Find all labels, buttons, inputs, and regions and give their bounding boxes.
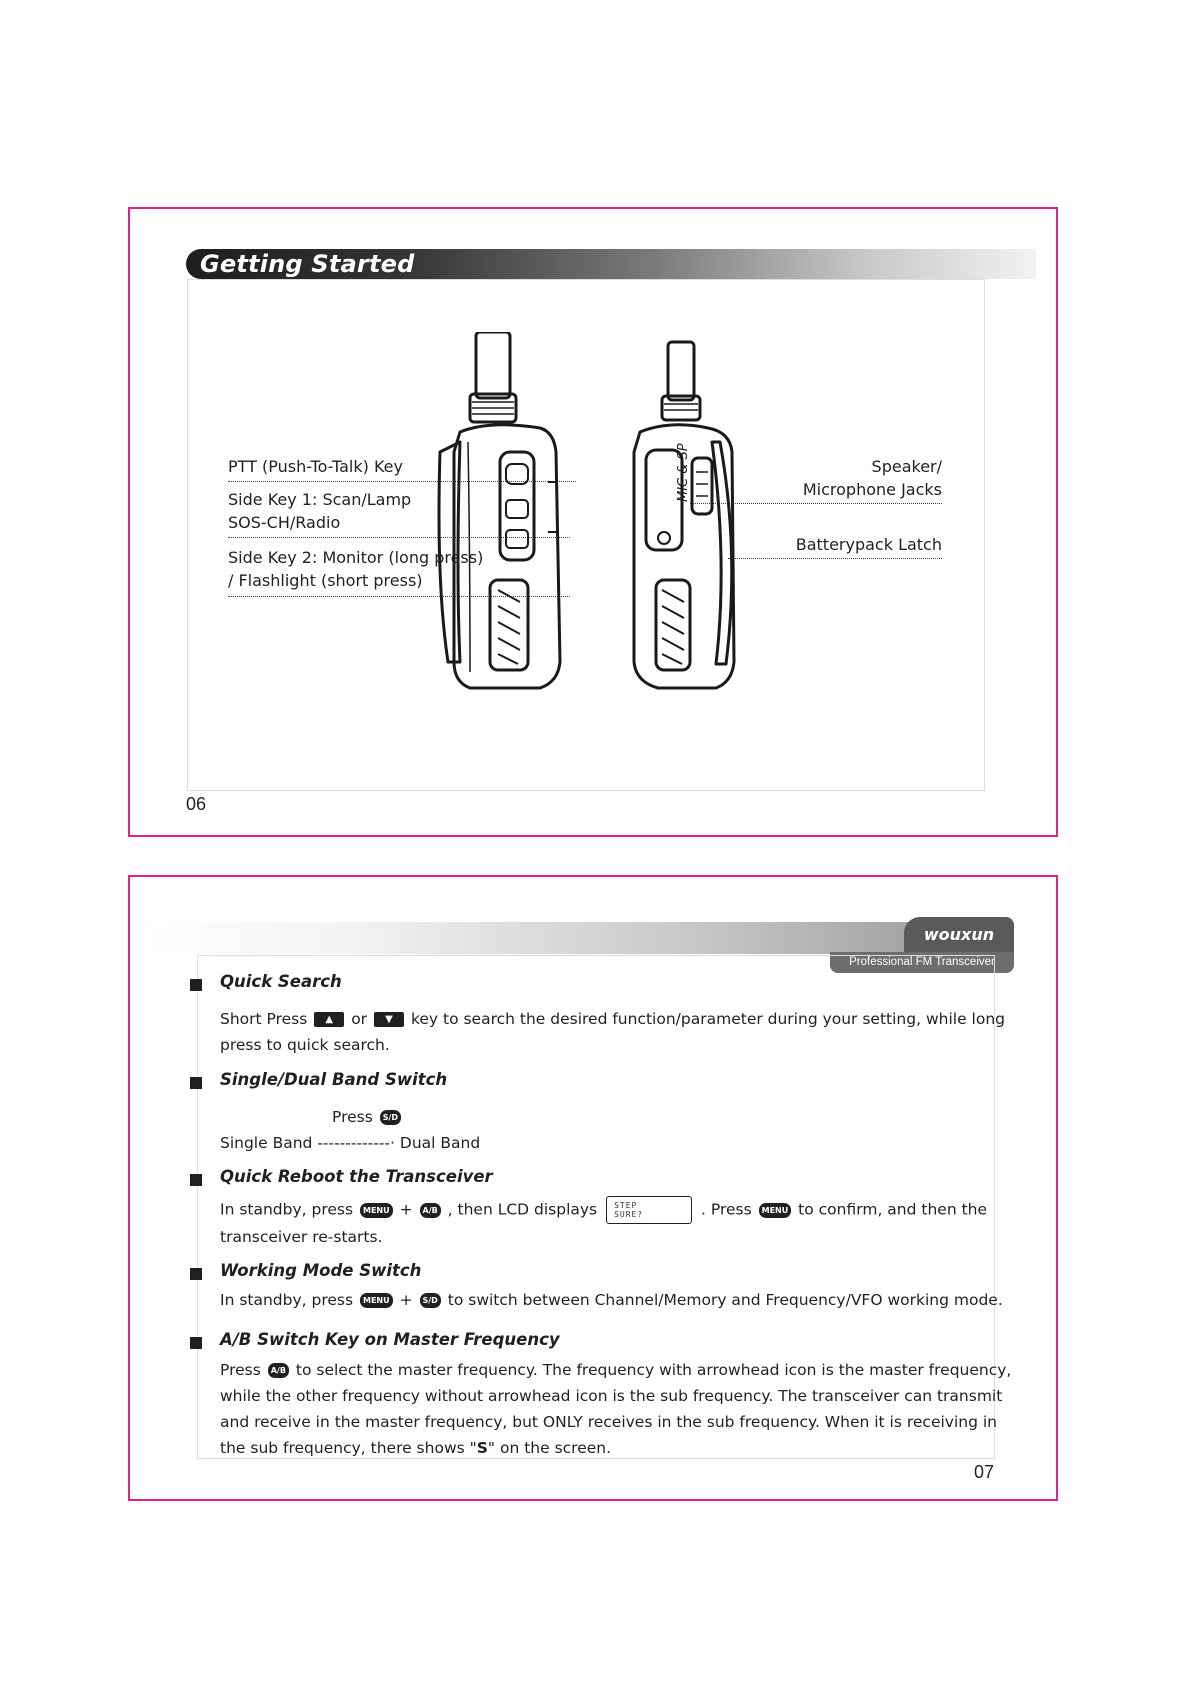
page-06 (128, 207, 1058, 837)
page-title: Getting Started (200, 250, 415, 278)
sd-key-icon: S/D (420, 1293, 441, 1308)
section-body (220, 1006, 1020, 1058)
dual-band-label: Dual Band (399, 1134, 481, 1152)
body-text: Press (220, 1361, 261, 1379)
section-body (220, 1287, 1050, 1313)
section-heading: Single/Dual Band Switch (220, 1070, 448, 1089)
body-text: Press (332, 1108, 373, 1126)
body-text: to select the master frequency. The frequency with arrowhead icon is the master frequency, while the other frequency without arrowhead icon is the sub frequency. The transceiver can transmit and receive in the master frequency, but ONLY receives in the sub frequency. When it is receiving in the sub frequency, there shows " (220, 1361, 1012, 1457)
body-text: . Press (701, 1200, 752, 1219)
callout-side-key-1-line2: SOS-CH/Radio (228, 513, 341, 532)
body-text: " on the screen. (487, 1439, 612, 1457)
callout-side-key-1: Side Key 1: Scan/Lamp (228, 490, 412, 509)
jack-cover-label: MIC & SP (676, 443, 691, 502)
page-07 (128, 875, 1058, 1501)
section-heading: Quick Reboot the Transceiver (220, 1167, 493, 1186)
body-text: , then LCD displays (447, 1200, 598, 1219)
page-number: 07 (974, 1462, 995, 1482)
plus-sign: + (399, 1291, 413, 1309)
lcd-line: SURE? (614, 1210, 644, 1219)
down-key-icon: ▼ (374, 1012, 404, 1027)
header-band (140, 922, 976, 954)
bullet-square-icon (190, 1268, 202, 1280)
lcd-display-icon (606, 1196, 692, 1224)
single-band-label: Single Band (220, 1134, 313, 1152)
body-text: Short Press (220, 1010, 308, 1028)
radio-illustration (430, 332, 810, 727)
title-bar (186, 249, 1036, 279)
menu-key-icon: MENU (360, 1293, 393, 1308)
bullet-square-icon (190, 1337, 202, 1349)
bullet-square-icon (190, 979, 202, 991)
bullet-square-icon (190, 1077, 202, 1089)
body-text: to switch between Channel/Memory and Frequency/VFO working mode. (447, 1291, 1003, 1309)
body-text: In standby, press (220, 1200, 354, 1219)
callout-side-key-2: Side Key 2: Monitor (long press) (228, 548, 484, 567)
body-text: key to search the desired function/parameter during your setting, while long press to quick search. (220, 1010, 1005, 1054)
section-heading: A/B Switch Key on Master Frequency (220, 1330, 560, 1349)
callout-battery-latch: Batterypack Latch (795, 535, 942, 554)
lcd-line: STEP (614, 1201, 638, 1210)
callout-microphone-jacks: Microphone Jacks (802, 480, 942, 499)
wouxun-logo: wouxun (904, 917, 1014, 953)
callout-speaker: Speaker/ (871, 457, 942, 476)
body-text: In standby, press (220, 1291, 354, 1309)
bullet-square-icon (190, 1174, 202, 1186)
callout-side-key-2-line2: / Flashlight (short press) (228, 571, 423, 590)
ab-key-icon: A/B (268, 1363, 289, 1378)
ab-key-icon: A/B (420, 1203, 441, 1218)
radio-right-side-view (634, 342, 734, 688)
body-text: to confirm, and then the transceiver re-starts. (220, 1200, 988, 1246)
section-heading: Quick Search (220, 972, 342, 991)
body-text: or (351, 1010, 368, 1028)
up-key-icon: ▲ (314, 1012, 344, 1027)
section-heading: Working Mode Switch (220, 1261, 422, 1280)
plus-sign: + (399, 1200, 413, 1219)
radio-left-side-view (439, 332, 560, 688)
menu-key-icon: MENU (759, 1203, 792, 1218)
sub-frequency-indicator: S (476, 1439, 488, 1457)
page-number: 06 (186, 794, 207, 814)
section-body (220, 1104, 1020, 1156)
menu-key-icon: MENU (360, 1203, 393, 1218)
section-body (220, 1196, 1020, 1250)
dotted-connector: -------------· (317, 1134, 395, 1152)
sd-key-icon: S/D (380, 1110, 401, 1125)
brand-tagline: Professional FM Transceiver (830, 952, 1014, 973)
callout-ptt-key: PTT (Push-To-Talk) Key (228, 457, 403, 476)
section-body (220, 1357, 1025, 1461)
